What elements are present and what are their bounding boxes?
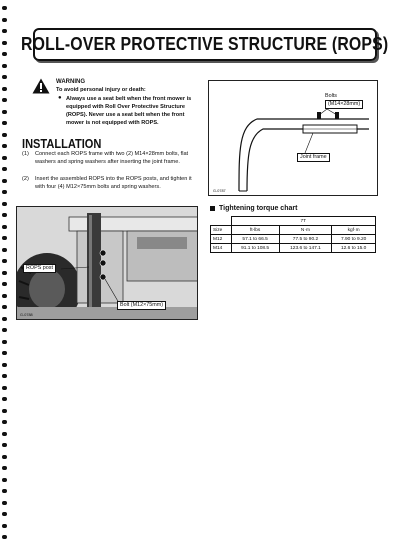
binding-hole [2, 432, 7, 436]
binding-hole [2, 409, 7, 413]
binding-hole [2, 167, 7, 171]
step-number: (2) [22, 176, 29, 182]
warning-heading: WARNING [56, 79, 85, 85]
binding-hole [2, 282, 7, 286]
table-cell: 12.6 to 15.0 [332, 244, 376, 253]
rops-frame-figure [208, 80, 378, 196]
column-header: kgf·m [332, 226, 376, 235]
table-cell: 7.90 to 9.20 [332, 235, 376, 244]
binding-hole [2, 213, 7, 217]
binding-hole [2, 248, 7, 252]
bolt-m12-callout: Bolt (M12×75mm) [117, 301, 166, 310]
table-row [211, 226, 376, 235]
column-header: ft-lbs [231, 226, 279, 235]
binding-hole [2, 64, 7, 68]
installation-step-1 [22, 150, 198, 166]
rops-post-callout: ROPS post [23, 264, 56, 273]
binding-hole [2, 156, 7, 160]
binding-hole [2, 87, 7, 91]
table-cell: 77.5 to 90.2 [279, 235, 332, 244]
warning-intro: To avoid personal injury or death: [56, 87, 146, 93]
step-text: Connect each ROPS frame with two (2) M14×28mm bolts, flat washers and spring washers after inserting the joint frame. [35, 151, 189, 165]
binding-hole [2, 535, 7, 539]
column-header: N·m [279, 226, 332, 235]
figure-code: G-0788 [20, 313, 33, 317]
rops-post-figure [16, 206, 198, 320]
binding-hole [2, 144, 7, 148]
binding-hole [2, 202, 7, 206]
bolts-callout-line1: Bolts [325, 93, 337, 99]
binding-hole [2, 179, 7, 183]
binding-hole [2, 98, 7, 102]
installation-heading: INSTALLATION [22, 136, 102, 151]
table-cell: 123.6 to 147.1 [279, 244, 332, 253]
binding-hole [2, 351, 7, 355]
page-title: ROLL-OVER PROTECTIVE STRUCTURE (ROPS) [21, 34, 389, 54]
warning-bullet: ● [58, 95, 62, 101]
binding-hole [2, 340, 7, 344]
binding-hole [2, 489, 7, 493]
torque-chart-header [210, 205, 297, 212]
step-number: (1) [22, 151, 29, 157]
page-title-banner [21, 28, 389, 61]
binding-hole [2, 466, 7, 470]
binding-hole [2, 524, 7, 528]
torque-chart-table [210, 216, 376, 253]
table-row [211, 244, 376, 253]
binding-hole [2, 41, 7, 45]
binding-hole [2, 420, 7, 424]
binding-hole [2, 225, 7, 229]
binding-hole [2, 397, 7, 401]
table-row [211, 235, 376, 244]
column-header: Size [211, 226, 232, 235]
joint-frame-callout: Joint frame [297, 153, 330, 162]
binding-hole [2, 6, 7, 10]
binding-hole [2, 110, 7, 114]
binding-hole [2, 363, 7, 367]
binding-hole [2, 271, 7, 275]
binding-hole [2, 386, 7, 390]
binding-hole [2, 328, 7, 332]
binding-hole [2, 190, 7, 194]
binding-hole [2, 294, 7, 298]
figure-code: G-0787 [213, 189, 226, 193]
table-cell: M14 [211, 244, 232, 253]
binding-hole [2, 374, 7, 378]
bolts-callout-line2: (M14×28mm) [325, 100, 363, 109]
table-row [211, 217, 376, 226]
binding-holes [0, 0, 10, 547]
empty-cell [211, 217, 232, 226]
step-text: Insert the assembled ROPS into the ROPS posts, and tighten it with four (4) M12×75mm bolts and spring washers. [35, 176, 192, 190]
torque-chart-title: Tightening torque chart [219, 205, 298, 212]
grade-header: 7T [231, 217, 376, 226]
installation-step-2 [22, 175, 198, 191]
binding-hole [2, 259, 7, 263]
rops-frame-illustration [209, 81, 378, 196]
table-cell: M12 [211, 235, 232, 244]
binding-hole [2, 455, 7, 459]
binding-hole [2, 29, 7, 33]
binding-hole [2, 236, 7, 240]
binding-hole [2, 478, 7, 482]
binding-hole [2, 512, 7, 516]
table-cell: 57.1 to 66.5 [231, 235, 279, 244]
table-cell: 91.1 to 108.5 [231, 244, 279, 253]
binding-hole [2, 121, 7, 125]
warning-body: Always use a seat belt when the front mower is equipped with Roll Over Protective Structure (ROPS). Never use a seat belt when the front mower is not equipped with ROPS. [66, 96, 192, 126]
binding-hole [2, 52, 7, 56]
warning-triangle-icon [32, 78, 50, 94]
binding-hole [2, 18, 7, 22]
binding-hole [2, 501, 7, 505]
binding-hole [2, 75, 7, 79]
binding-hole [2, 317, 7, 321]
square-bullet-icon [210, 206, 215, 211]
binding-hole [2, 305, 7, 309]
binding-hole [2, 133, 7, 137]
binding-hole [2, 443, 7, 447]
